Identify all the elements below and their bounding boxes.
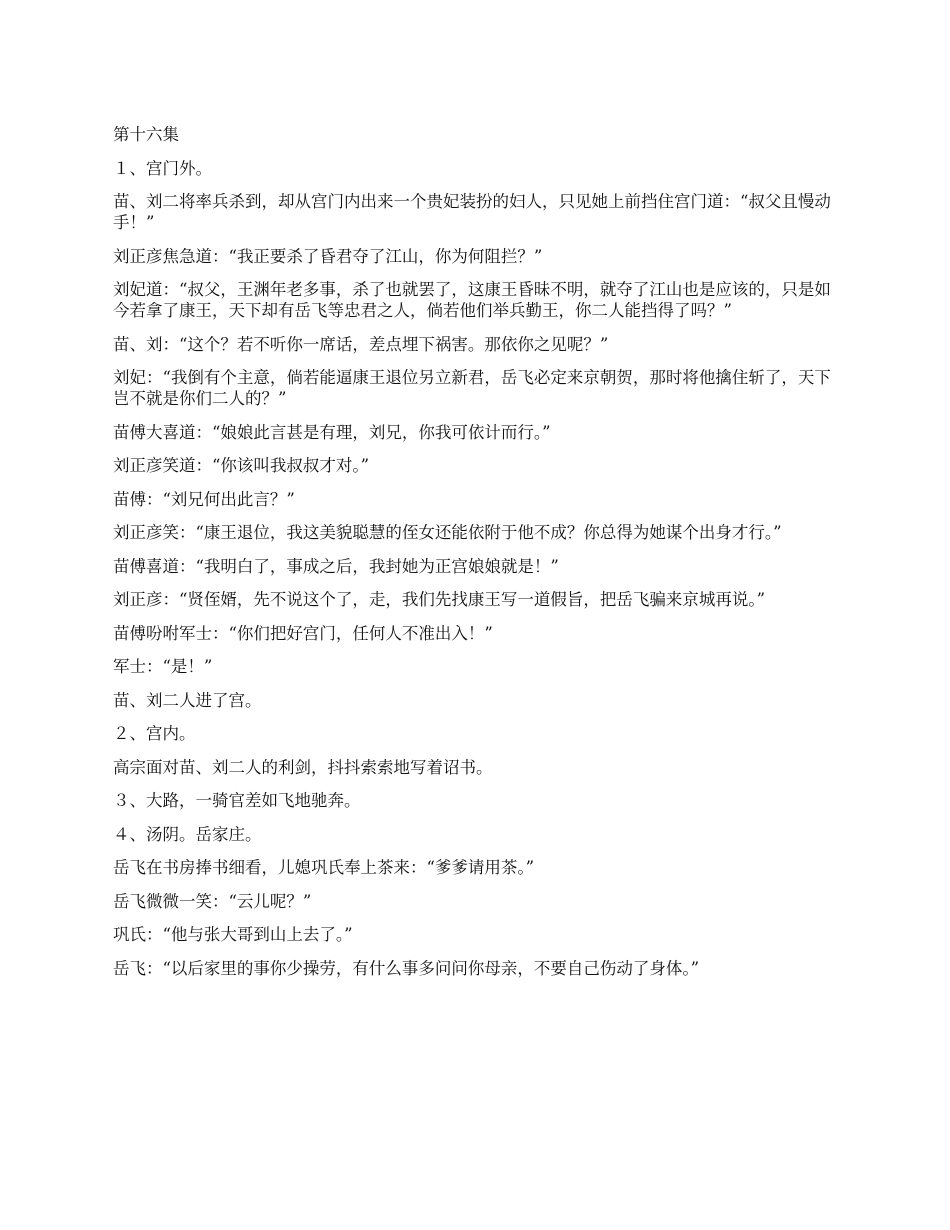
paragraph: ３、大路，一骑官差如飞地驰奔。 (113, 791, 361, 810)
paragraph: 苗傅吩咐军士：“你们把好宫门，任何人不准出入！” (113, 623, 493, 643)
paragraph: 苗、刘二人进了宫。 (113, 690, 262, 710)
paragraph: １、宫门外。 (113, 158, 212, 178)
paragraph: 刘妃：“我倒有个主意，倘若能逼康王退位另立新君，岳飞必定来京朝贺，那时将他擒住斩了，天下岂不就是你们二人的？” (113, 368, 831, 408)
paragraph: 刘正彦笑道：“你该叫我叔叔才对。” (113, 456, 370, 475)
paragraph: 苗、刘：“这个？若不听你一席话，差点埋下祸害。那依你之见呢？” (113, 334, 609, 354)
paragraph: 苗傅大喜道：“娘娘此言甚是有理，刘兄，你我可依计而行。” (113, 422, 551, 442)
paragraph: ４、汤阴。岳家庄。 (113, 824, 262, 844)
paragraph: 军士：“是！” (113, 657, 213, 676)
document-title: 第十六集 (113, 125, 179, 144)
paragraph: 刘妃道：“叔父，王渊年老多事，杀了也就罢了，这康王昏昧不明，就夺了江山也是应该的，只是如今若拿了康王，天下却有岳飞等忠君之人，倘若他们举兵勤王，你二人能挡得了吗？” (113, 280, 831, 320)
paragraph: 刘正彦焦急道：“我正要杀了昏君夺了江山，你为何阻拦？” (113, 246, 543, 266)
paragraph: 苗傅喜道：“我明白了，事成之后，我封她为正宫娘娘就是！” (113, 556, 559, 576)
paragraph: 高宗面对苗、刘二人的利剑，抖抖索索地写着诏书。 (113, 757, 493, 777)
paragraph: 岳飞微微一笑：“云儿呢？” (113, 891, 312, 911)
paragraph: 苗傅：“刘兄何出此言？” (113, 489, 295, 509)
paragraph: 岳飞：“以后家里的事你少操劳，有什么事多问问你母亲，不要自己伤动了身体。” (113, 958, 700, 978)
paragraph: 刘正彦：“贤侄婿，先不说这个了，走，我们先找康王写一道假旨，把岳飞骗来京城再说。” (113, 590, 766, 609)
paragraph: ２、宫内。 (113, 724, 196, 743)
paragraph: 苗、刘二将率兵杀到，却从宫门内出来一个贵妃装扮的妇人，只见她上前挡住宫门道：“叔父且慢动手！” (113, 192, 831, 232)
paragraph: 巩氏：“他与张大哥到山上去了。” (113, 925, 353, 944)
document-page (113, 124, 838, 991)
paragraph: 刘正彦笑：“康王退位，我这美貌聪慧的侄女还能依附于他不成？你总得为她谋个出身才行。” (113, 523, 782, 542)
paragraph: 岳飞在书房捧书细看，儿媳巩氏奉上茶来：“爹爹请用茶。” (113, 858, 535, 877)
